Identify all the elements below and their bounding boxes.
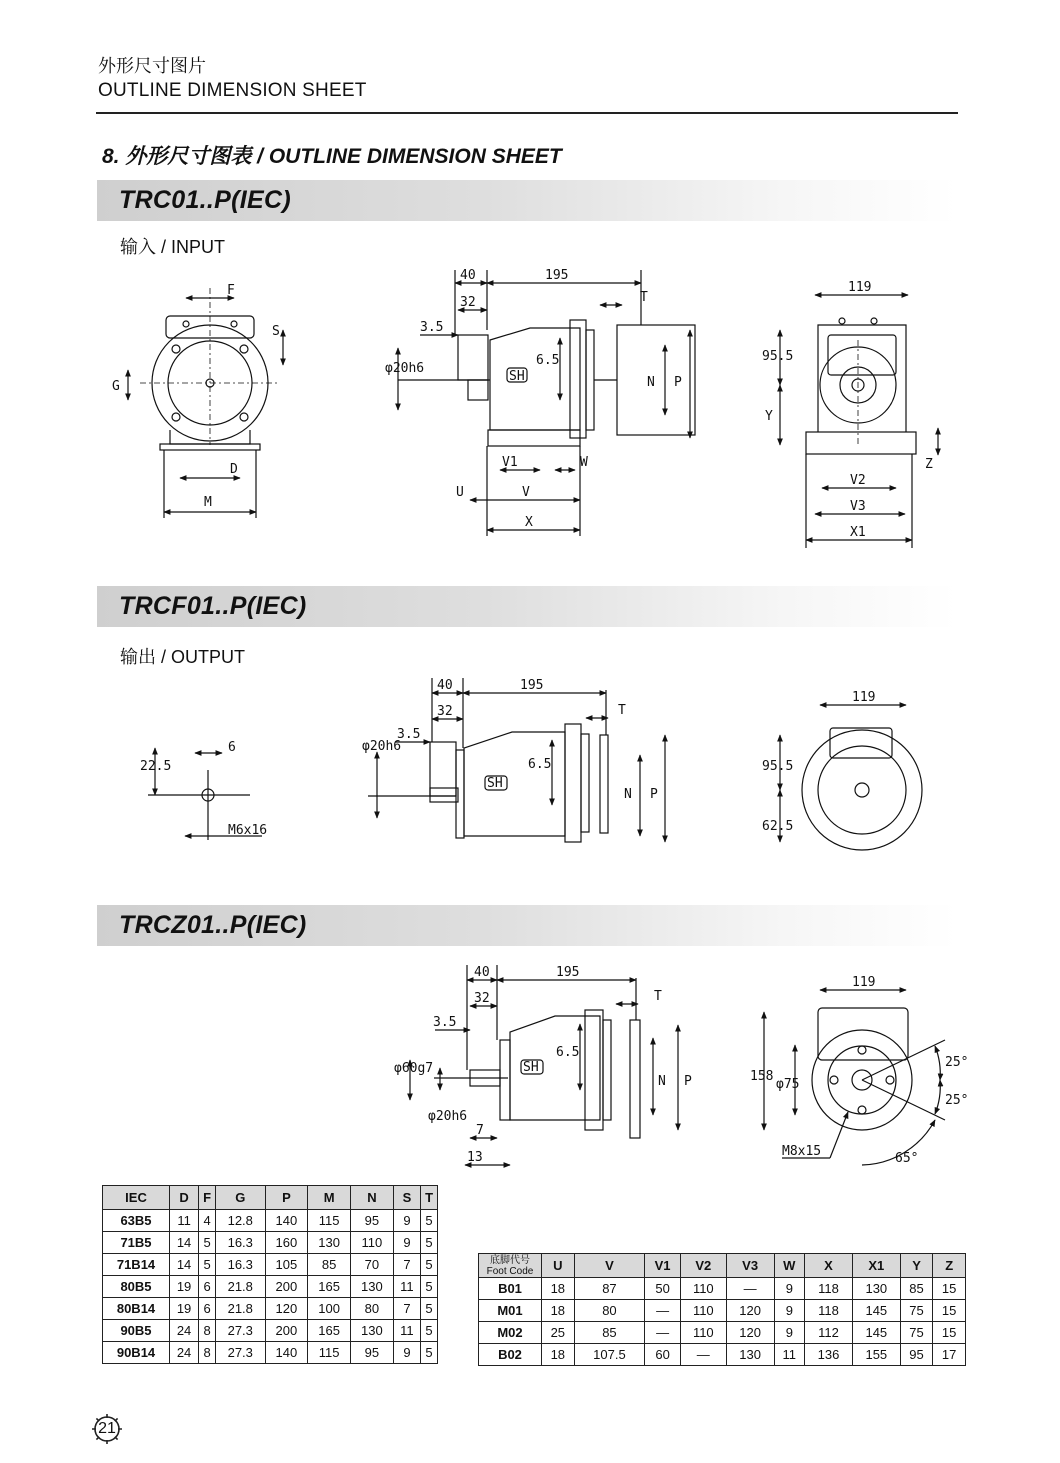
table-cell: 19 — [170, 1298, 199, 1320]
table-cell: 5 — [421, 1342, 438, 1364]
table-cell: 24 — [170, 1342, 199, 1364]
table-cell: 80B14 — [103, 1298, 170, 1320]
table-cell: 11 — [393, 1320, 420, 1342]
table-cell: — — [645, 1300, 681, 1322]
col-header: Y — [900, 1254, 933, 1278]
table-cell: 8 — [199, 1342, 216, 1364]
table-cell: 100 — [308, 1298, 351, 1320]
col-header: V — [574, 1254, 645, 1278]
table-cell: 9 — [393, 1342, 420, 1364]
svg-text:X1: X1 — [850, 525, 866, 540]
table-cell: 112 — [805, 1322, 853, 1344]
svg-text:N: N — [647, 375, 655, 390]
table-cell: M01 — [479, 1300, 542, 1322]
svg-text:T: T — [654, 989, 662, 1004]
svg-text:195: 195 — [520, 678, 544, 693]
col-header: D — [170, 1186, 199, 1210]
table-cell: 118 — [805, 1300, 853, 1322]
table-cell: M02 — [479, 1322, 542, 1344]
table-cell: 71B5 — [103, 1232, 170, 1254]
table-cell: 5 — [421, 1276, 438, 1298]
svg-text:6.5: 6.5 — [556, 1045, 580, 1060]
table-cell: 5 — [421, 1254, 438, 1276]
table-cell: 145 — [852, 1300, 900, 1322]
table-cell: 9 — [774, 1278, 805, 1300]
table-cell: 24 — [170, 1320, 199, 1342]
table-header-row — [103, 1186, 438, 1210]
svg-text:U: U — [456, 485, 464, 500]
table-row — [479, 1344, 966, 1366]
svg-text:N: N — [658, 1074, 666, 1089]
svg-text:SH: SH — [509, 369, 525, 384]
svg-text:22.5: 22.5 — [140, 759, 172, 774]
table-cell: 14 — [170, 1254, 199, 1276]
trc01-side-view — [398, 270, 695, 536]
table-cell: 95 — [900, 1344, 933, 1366]
svg-text:φ20h6: φ20h6 — [362, 739, 402, 754]
table-cell: 120 — [726, 1322, 774, 1344]
table-cell: 6 — [199, 1298, 216, 1320]
model-name: TRCF01..P(IEC) — [119, 592, 307, 620]
table-cell: 115 — [308, 1210, 351, 1232]
svg-text:3.5: 3.5 — [420, 320, 444, 335]
table-cell: 110 — [351, 1232, 394, 1254]
table-cell: 130 — [852, 1278, 900, 1300]
svg-text:3.5: 3.5 — [397, 727, 421, 742]
table-cell: 60 — [645, 1344, 681, 1366]
table-cell: 80B5 — [103, 1276, 170, 1298]
table-cell: 107.5 — [574, 1344, 645, 1366]
table-cell: 16.3 — [215, 1232, 265, 1254]
col-header: W — [774, 1254, 805, 1278]
svg-text:φ60g7: φ60g7 — [394, 1061, 434, 1076]
svg-text:F: F — [227, 283, 235, 298]
table-cell: — — [680, 1344, 726, 1366]
svg-text:D: D — [230, 462, 238, 477]
svg-text:95.5: 95.5 — [762, 349, 794, 364]
table-cell: 90B14 — [103, 1342, 170, 1364]
col-header: U — [542, 1254, 575, 1278]
svg-text:32: 32 — [460, 295, 476, 310]
svg-text:G: G — [112, 379, 120, 394]
svg-text:N: N — [624, 787, 632, 802]
trcf01-end-view — [780, 705, 922, 850]
svg-text:40: 40 — [460, 268, 476, 283]
svg-text:V1: V1 — [502, 455, 518, 470]
table-cell: 95 — [351, 1342, 394, 1364]
table-cell: 9 — [774, 1300, 805, 1322]
table-row — [479, 1322, 966, 1344]
page-number: 21 — [98, 1420, 116, 1437]
table-cell: 14 — [170, 1232, 199, 1254]
col-header: V2 — [680, 1254, 726, 1278]
table-cell: 85 — [574, 1322, 645, 1344]
model-subtitle-input: 输入 / INPUT — [120, 237, 226, 257]
svg-text:6: 6 — [228, 740, 236, 755]
table-cell: 63B5 — [103, 1210, 170, 1232]
table-cell: 18 — [542, 1344, 575, 1366]
svg-text:Z: Z — [925, 457, 933, 472]
table-cell: 27.3 — [215, 1342, 265, 1364]
header-title-en: OUTLINE DIMENSION SHEET — [98, 80, 367, 101]
svg-text:65°: 65° — [895, 1151, 919, 1166]
table-cell: — — [726, 1278, 774, 1300]
svg-text:P: P — [674, 375, 682, 390]
svg-text:195: 195 — [556, 965, 580, 980]
iec-dimension-table — [102, 1185, 438, 1364]
section-title: 8. 外形尺寸图表 / OUTLINE DIMENSION SHEET — [102, 145, 562, 168]
svg-text:S: S — [272, 324, 280, 339]
table-cell: 15 — [933, 1322, 966, 1344]
table-cell: 110 — [680, 1322, 726, 1344]
table-cell: 80 — [574, 1300, 645, 1322]
table-cell: 140 — [265, 1210, 308, 1232]
table-cell: B01 — [479, 1278, 542, 1300]
table-cell: 130 — [351, 1276, 394, 1298]
col-header: X1 — [852, 1254, 900, 1278]
table-cell: 5 — [421, 1210, 438, 1232]
table-cell: 95 — [351, 1210, 394, 1232]
table-cell: 85 — [308, 1254, 351, 1276]
table-cell: 200 — [265, 1276, 308, 1298]
table-cell: 5 — [199, 1232, 216, 1254]
svg-text:158: 158 — [750, 1069, 774, 1084]
svg-text:62.5: 62.5 — [762, 819, 794, 834]
col-header: F — [199, 1186, 216, 1210]
svg-text:13: 13 — [467, 1150, 483, 1165]
trc01-flange-view — [128, 288, 283, 518]
svg-text:SH: SH — [487, 776, 503, 791]
table-cell: 16.3 — [215, 1254, 265, 1276]
foot-code-table — [478, 1253, 966, 1366]
table-cell: 18 — [542, 1278, 575, 1300]
foot-code-header-en: Foot Code — [486, 1265, 534, 1277]
table-cell: 145 — [852, 1322, 900, 1344]
table-cell: 9 — [393, 1210, 420, 1232]
svg-text:φ20h6: φ20h6 — [428, 1109, 468, 1124]
table-cell: 75 — [900, 1300, 933, 1322]
table-cell: 155 — [852, 1344, 900, 1366]
table-cell: 9 — [774, 1322, 805, 1344]
table-cell: 6 — [199, 1276, 216, 1298]
svg-text:φ75: φ75 — [776, 1077, 800, 1092]
svg-text:T: T — [640, 290, 648, 305]
model-name: TRC01..P(IEC) — [119, 186, 291, 214]
svg-text:P: P — [684, 1074, 692, 1089]
col-header: V1 — [645, 1254, 681, 1278]
svg-text:40: 40 — [437, 678, 453, 693]
table-cell: 105 — [265, 1254, 308, 1276]
table-cell: 140 — [265, 1342, 308, 1364]
table-row — [103, 1254, 438, 1276]
col-header-foot-code — [479, 1254, 542, 1278]
table-cell: 5 — [421, 1232, 438, 1254]
table-cell: 15 — [933, 1300, 966, 1322]
table-row — [103, 1210, 438, 1232]
table-cell: 130 — [351, 1320, 394, 1342]
table-cell: 110 — [680, 1278, 726, 1300]
svg-text:6.5: 6.5 — [536, 353, 560, 368]
trcz01-side-view — [410, 965, 678, 1165]
table-cell: 70 — [351, 1254, 394, 1276]
table-cell: 9 — [393, 1232, 420, 1254]
table-cell: 7 — [393, 1254, 420, 1276]
svg-text:φ20h6: φ20h6 — [385, 361, 425, 376]
table-cell: 11 — [393, 1276, 420, 1298]
col-header: M — [308, 1186, 351, 1210]
col-header: T — [421, 1186, 438, 1210]
svg-text:95.5: 95.5 — [762, 759, 794, 774]
table-cell: 11 — [774, 1344, 805, 1366]
svg-text:M6x16: M6x16 — [228, 823, 268, 838]
table-row — [103, 1320, 438, 1342]
table-cell: 130 — [726, 1344, 774, 1366]
col-header: Z — [933, 1254, 966, 1278]
svg-text:T: T — [618, 703, 626, 718]
model-subtitle-output: 输出 / OUTPUT — [120, 647, 245, 667]
svg-text:X: X — [525, 515, 533, 530]
drawing-labels — [112, 268, 968, 1166]
table-cell: B02 — [479, 1344, 542, 1366]
table-cell: 17 — [933, 1344, 966, 1366]
svg-text:V2: V2 — [850, 473, 866, 488]
table-row — [479, 1278, 966, 1300]
table-cell: 120 — [726, 1300, 774, 1322]
svg-text:6.5: 6.5 — [528, 757, 552, 772]
table-cell: 5 — [421, 1298, 438, 1320]
table-cell: 7 — [393, 1298, 420, 1320]
page-number-badge — [91, 1413, 123, 1445]
svg-text:119: 119 — [852, 975, 876, 990]
table-cell: 110 — [680, 1300, 726, 1322]
svg-text:P: P — [650, 787, 658, 802]
table-row — [479, 1300, 966, 1322]
table-cell: 120 — [265, 1298, 308, 1320]
col-header: V3 — [726, 1254, 774, 1278]
table-row — [103, 1342, 438, 1364]
table-cell: 71B14 — [103, 1254, 170, 1276]
svg-text:SH: SH — [523, 1060, 539, 1075]
svg-text:3.5: 3.5 — [433, 1015, 457, 1030]
svg-text:32: 32 — [437, 704, 453, 719]
table-cell: 25 — [542, 1322, 575, 1344]
model-name: TRCZ01..P(IEC) — [119, 911, 307, 939]
table-cell: 136 — [805, 1344, 853, 1366]
col-header: G — [215, 1186, 265, 1210]
col-header: S — [393, 1186, 420, 1210]
table-cell: 19 — [170, 1276, 199, 1298]
table-cell: 5 — [421, 1320, 438, 1342]
svg-text:25°: 25° — [945, 1093, 969, 1108]
svg-text:7: 7 — [476, 1123, 484, 1138]
table-cell: 27.3 — [215, 1320, 265, 1342]
table-cell: 115 — [308, 1342, 351, 1364]
table-row — [103, 1298, 438, 1320]
svg-text:M: M — [204, 495, 212, 510]
table-cell: 75 — [900, 1322, 933, 1344]
table-cell: 4 — [199, 1210, 216, 1232]
svg-text:40: 40 — [474, 965, 490, 980]
table-cell: 118 — [805, 1278, 853, 1300]
table-cell: 165 — [308, 1320, 351, 1342]
table-cell: 85 — [900, 1278, 933, 1300]
table-cell: 21.8 — [215, 1298, 265, 1320]
table-cell: 12.8 — [215, 1210, 265, 1232]
svg-text:119: 119 — [852, 690, 876, 705]
svg-text:M8x15: M8x15 — [782, 1144, 822, 1159]
table-cell: — — [645, 1322, 681, 1344]
table-cell: 160 — [265, 1232, 308, 1254]
table-cell: 11 — [170, 1210, 199, 1232]
svg-text:195: 195 — [545, 268, 569, 283]
col-header: P — [265, 1186, 308, 1210]
table-cell: 8 — [199, 1320, 216, 1342]
svg-text:25°: 25° — [945, 1055, 969, 1070]
table-cell: 80 — [351, 1298, 394, 1320]
col-header: X — [805, 1254, 853, 1278]
svg-text:119: 119 — [848, 280, 872, 295]
table-cell: 18 — [542, 1300, 575, 1322]
table-header-row — [479, 1254, 966, 1278]
table-cell: 5 — [199, 1254, 216, 1276]
table-cell: 21.8 — [215, 1276, 265, 1298]
header-title-cn: 外形尺寸图片 — [98, 56, 206, 76]
table-cell: 90B5 — [103, 1320, 170, 1342]
table-row — [103, 1232, 438, 1254]
col-header: N — [351, 1186, 394, 1210]
svg-text:32: 32 — [474, 991, 490, 1006]
table-cell: 87 — [574, 1278, 645, 1300]
table-row — [103, 1276, 438, 1298]
table-cell: 165 — [308, 1276, 351, 1298]
foot-code-header-cn: 底脚代号 — [490, 1254, 530, 1266]
svg-text:V: V — [522, 485, 530, 500]
svg-text:V3: V3 — [850, 499, 866, 514]
table-cell: 50 — [645, 1278, 681, 1300]
svg-text:Y: Y — [765, 409, 773, 424]
table-cell: 130 — [308, 1232, 351, 1254]
svg-text:W: W — [580, 455, 588, 470]
table-cell: 15 — [933, 1278, 966, 1300]
table-cell: 200 — [265, 1320, 308, 1342]
col-header: IEC — [103, 1186, 170, 1210]
